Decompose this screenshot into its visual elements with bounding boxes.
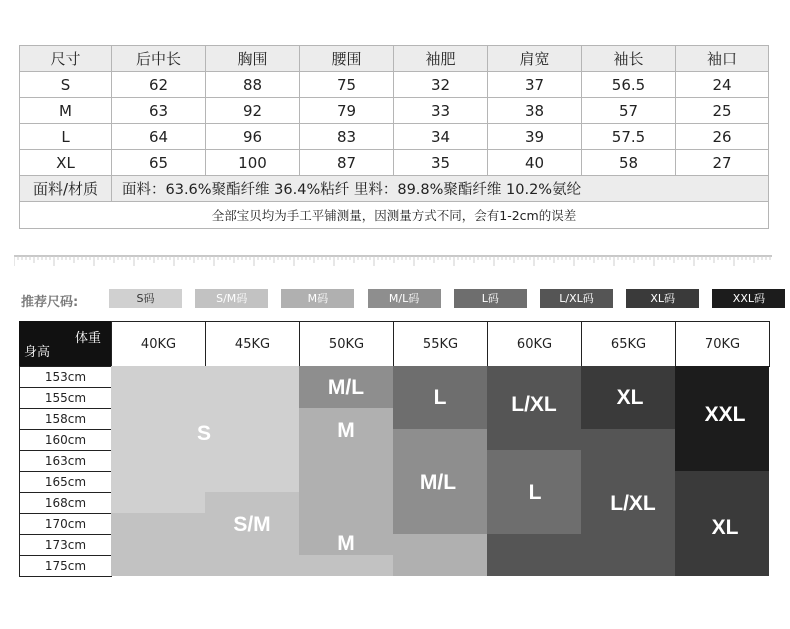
size-block-label: XL: [616, 386, 644, 409]
measure-cell: 56.5: [582, 72, 676, 98]
header-shoulder: 肩宽: [488, 46, 582, 72]
legend-chip: L码: [454, 289, 527, 308]
measure-cell: 24: [676, 72, 769, 98]
measure-cell: 33: [394, 98, 488, 124]
measure-cell: 34: [394, 124, 488, 150]
measure-cell: 26: [676, 124, 769, 150]
measure-cell: 25: [676, 98, 769, 124]
size-cell: XL: [20, 150, 112, 176]
fabric-row: [20, 176, 769, 202]
measure-cell: 64: [112, 124, 206, 150]
measure-cell: 96: [206, 124, 300, 150]
measure-cell: 57: [582, 98, 676, 124]
measure-cell: 100: [206, 150, 300, 176]
size-block-label: M/L: [419, 471, 457, 494]
measure-cell: 40: [488, 150, 582, 176]
weight-header: 40KG: [111, 321, 206, 367]
weight-header: 55KG: [393, 321, 488, 367]
height-header: 158cm: [19, 408, 112, 430]
measure-cell: 92: [206, 98, 300, 124]
height-header: 173cm: [19, 534, 112, 556]
legend-chip: S/M码: [195, 289, 268, 308]
measure-cell: 79: [300, 98, 394, 124]
weight-header: 65KG: [581, 321, 676, 367]
size-block-label: M/L: [327, 376, 365, 399]
weight-header: 70KG: [675, 321, 770, 367]
size-block-label: L/XL: [511, 393, 557, 416]
measure-cell: 39: [488, 124, 582, 150]
legend-chip: S码: [109, 289, 182, 308]
header-size: 尺寸: [20, 46, 112, 72]
fabric-value: 面料：63.6%聚酯纤维 36.4%粘纤 里料：89.8%聚酯纤维 10.2%氨纶: [112, 176, 769, 202]
size-cell: M: [20, 98, 112, 124]
measure-cell: 35: [394, 150, 488, 176]
size-table-header-row: [20, 46, 769, 72]
size-row: [20, 72, 769, 98]
measure-cell: 27: [676, 150, 769, 176]
size-blocks: [19, 321, 769, 576]
size-row: [20, 98, 769, 124]
size-row: [20, 124, 769, 150]
size-block-label: S: [196, 422, 212, 445]
size-block-label: S/M: [233, 513, 271, 536]
height-header: 168cm: [19, 492, 112, 514]
header-sleeve-width: 袖肥: [394, 46, 488, 72]
legend-chip: XL码: [626, 289, 699, 308]
legend-chip: XXL码: [712, 289, 785, 308]
measure-cell: 57.5: [582, 124, 676, 150]
size-recommend-grid: [19, 321, 769, 576]
measure-cell: 37: [488, 72, 582, 98]
measurement-note: 全部宝贝均为手工平铺测量，因测量方式不同，会有1-2cm的误差: [20, 202, 769, 229]
fabric-label: 面料/材质: [20, 176, 112, 202]
size-block-label: XL: [711, 516, 739, 539]
measure-cell: 62: [112, 72, 206, 98]
ruler-divider: [14, 252, 772, 268]
measure-cell: 87: [300, 150, 394, 176]
size-cell: S: [20, 72, 112, 98]
measure-cell: 65: [112, 150, 206, 176]
height-header: 155cm: [19, 387, 112, 409]
corner-weight-label: 体重: [74, 331, 101, 346]
header-waist: 腰围: [300, 46, 394, 72]
size-block-label: XXL: [704, 403, 746, 426]
measure-cell: 63: [112, 98, 206, 124]
header-cuff: 袖口: [676, 46, 769, 72]
legend-chip: M码: [281, 289, 354, 308]
note-row: [20, 202, 769, 229]
height-header: 163cm: [19, 450, 112, 472]
size-table-body: [20, 72, 769, 176]
height-header: 175cm: [19, 555, 112, 577]
measure-cell: 83: [300, 124, 394, 150]
weight-header: 60KG: [487, 321, 582, 367]
size-row: [20, 150, 769, 176]
legend-chip: M/L码: [368, 289, 441, 308]
size-block-label: L/XL: [610, 492, 656, 515]
measure-cell: 32: [394, 72, 488, 98]
size-block-label: M: [337, 532, 355, 555]
height-header: 160cm: [19, 429, 112, 451]
size-cell: L: [20, 124, 112, 150]
height-header: 170cm: [19, 513, 112, 535]
weight-header: 50KG: [299, 321, 394, 367]
measure-cell: 38: [488, 98, 582, 124]
height-header: 165cm: [19, 471, 112, 493]
measure-cell: 58: [582, 150, 676, 176]
size-block-label: L: [528, 481, 542, 504]
measure-cell: 75: [300, 72, 394, 98]
recommend-label: 推荐尺码:: [21, 295, 79, 310]
corner-height-label: 身高: [24, 345, 51, 360]
weight-header: 45KG: [205, 321, 300, 367]
size-block-label: M: [337, 419, 355, 442]
header-sleeve-length: 袖长: [582, 46, 676, 72]
size-block-label: L: [433, 386, 447, 409]
size-table: [19, 45, 769, 229]
legend-chip: L/XL码: [540, 289, 613, 308]
header-back-length: 后中长: [112, 46, 206, 72]
header-chest: 胸围: [206, 46, 300, 72]
measure-cell: 88: [206, 72, 300, 98]
height-header: 153cm: [19, 366, 112, 388]
